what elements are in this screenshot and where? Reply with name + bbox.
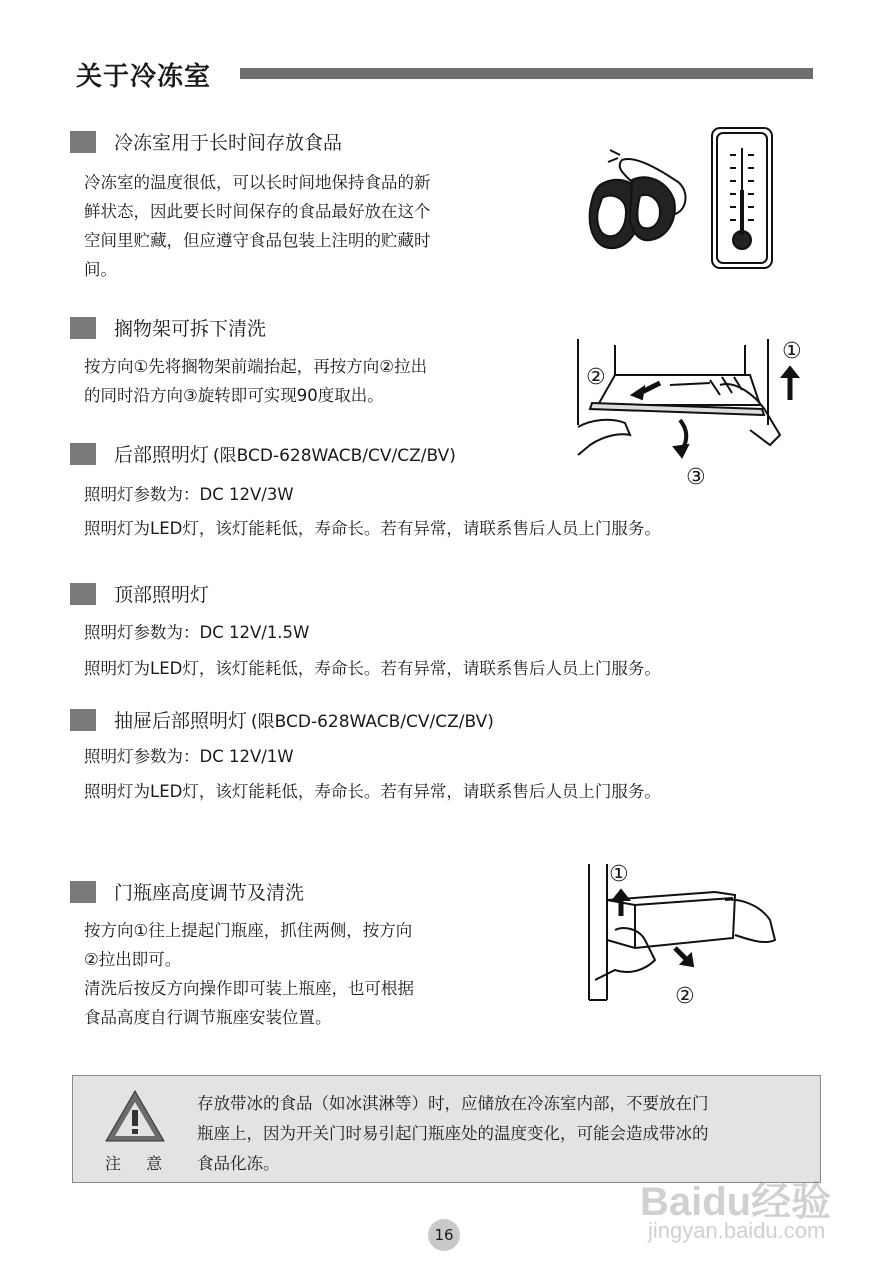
- frozen-food-illustration: [580, 120, 780, 275]
- section-marker: [70, 583, 96, 605]
- page-title: 关于冷冻室: [76, 62, 212, 92]
- drawer-light-desc: 照明灯为LED灯，该灯能耗低，寿命长。若有异常，请联系售后人员上门服务。: [84, 782, 661, 801]
- direction-label-2: ②: [586, 365, 606, 390]
- section-marker: [70, 443, 96, 465]
- section-heading-drawer-light: [70, 706, 494, 733]
- text-line: 冷冻室的温度很低，可以长时间地保持食品的新: [84, 173, 431, 192]
- section-marker: [70, 709, 96, 731]
- warning-label: 注 意: [105, 1154, 173, 1173]
- section-heading-storage: [70, 128, 342, 155]
- door-bin-illustration: [585, 860, 785, 1010]
- text-line: 鲜状态，因此要长时间保存的食品最好放在这个: [84, 202, 431, 221]
- section-heading-shelf: [70, 314, 266, 341]
- text-line: 按方向①先将搁物架前端抬起，再按方向②拉出: [84, 357, 428, 376]
- top-light-param: 照明灯参数为：DC 12V/1.5W: [84, 623, 310, 642]
- section-heading-rear-light: [70, 440, 456, 467]
- shelf-removal-illustration: [570, 335, 810, 495]
- text-line: 存放带冰的食品（如冰淇淋等）时，应储放在冷冻室内部，不要放在门: [197, 1094, 709, 1113]
- text-line: 的同时沿方向③旋转即可实现90度取出。: [84, 386, 384, 405]
- text-line: 间。: [84, 260, 117, 279]
- title-rule: [240, 68, 813, 79]
- warning-box: [72, 1075, 821, 1183]
- text-line: 瓶座上，因为开关门时易引起门瓶座处的温度变化，可能会造成带冰的: [197, 1124, 709, 1143]
- section-note: (限BCD-628WACB/CV/CZ/BV): [251, 712, 494, 732]
- section-marker: [70, 317, 96, 339]
- direction-label-1: ①: [782, 339, 802, 364]
- text-line: 食品高度自行调节瓶座安装位置。: [84, 1008, 332, 1027]
- section-heading-top-light: [70, 580, 209, 607]
- storage-paragraph: [84, 168, 431, 284]
- watermark-logo: Baidu经验: [640, 1180, 832, 1224]
- section-title: 后部照明灯: [114, 444, 210, 466]
- direction-label-2: ②: [675, 984, 695, 1009]
- section-title: 顶部照明灯: [114, 584, 210, 606]
- drawer-light-param: 照明灯参数为：DC 12V/1W: [84, 747, 294, 766]
- top-light-desc: 照明灯为LED灯，该灯能耗低，寿命长。若有异常，请联系售后人员上门服务。: [84, 659, 661, 678]
- rear-light-param: 照明灯参数为：DC 12V/3W: [84, 485, 294, 504]
- section-marker: [70, 881, 96, 903]
- section-note: (限BCD-628WACB/CV/CZ/BV): [213, 446, 456, 466]
- section-title: 搁物架可拆下清洗: [114, 318, 267, 340]
- section-title: 门瓶座高度调节及清洗: [114, 882, 305, 904]
- text-line: 清洗后按反方向操作即可装上瓶座，也可根据: [84, 979, 414, 998]
- warning-triangle-icon: [103, 1088, 167, 1144]
- text-line: ②拉出即可。: [84, 950, 182, 969]
- section-heading-door-bin: [70, 878, 304, 905]
- text-line: 按方向①往上提起门瓶座，抓住两侧，按方向: [84, 921, 413, 940]
- direction-label-3: ③: [686, 465, 706, 490]
- warning-text: [197, 1089, 797, 1179]
- shelf-paragraph: [84, 352, 427, 410]
- page-number: 16: [428, 1219, 460, 1251]
- direction-label-1: ①: [609, 862, 629, 887]
- text-line: 食品化冻。: [197, 1154, 280, 1173]
- watermark-url: jingyan.baidu.com: [648, 1218, 826, 1243]
- text-line: 空间里贮藏，但应遵守食品包装上注明的贮藏时: [84, 231, 431, 250]
- section-marker: [70, 131, 96, 153]
- door-bin-paragraph: [84, 916, 414, 1032]
- rear-light-desc: 照明灯为LED灯，该灯能耗低，寿命长。若有异常，请联系售后人员上门服务。: [84, 519, 661, 538]
- section-title: 抽屉后部照明灯: [114, 710, 248, 732]
- section-title: 冷冻室用于长时间存放食品: [114, 132, 343, 154]
